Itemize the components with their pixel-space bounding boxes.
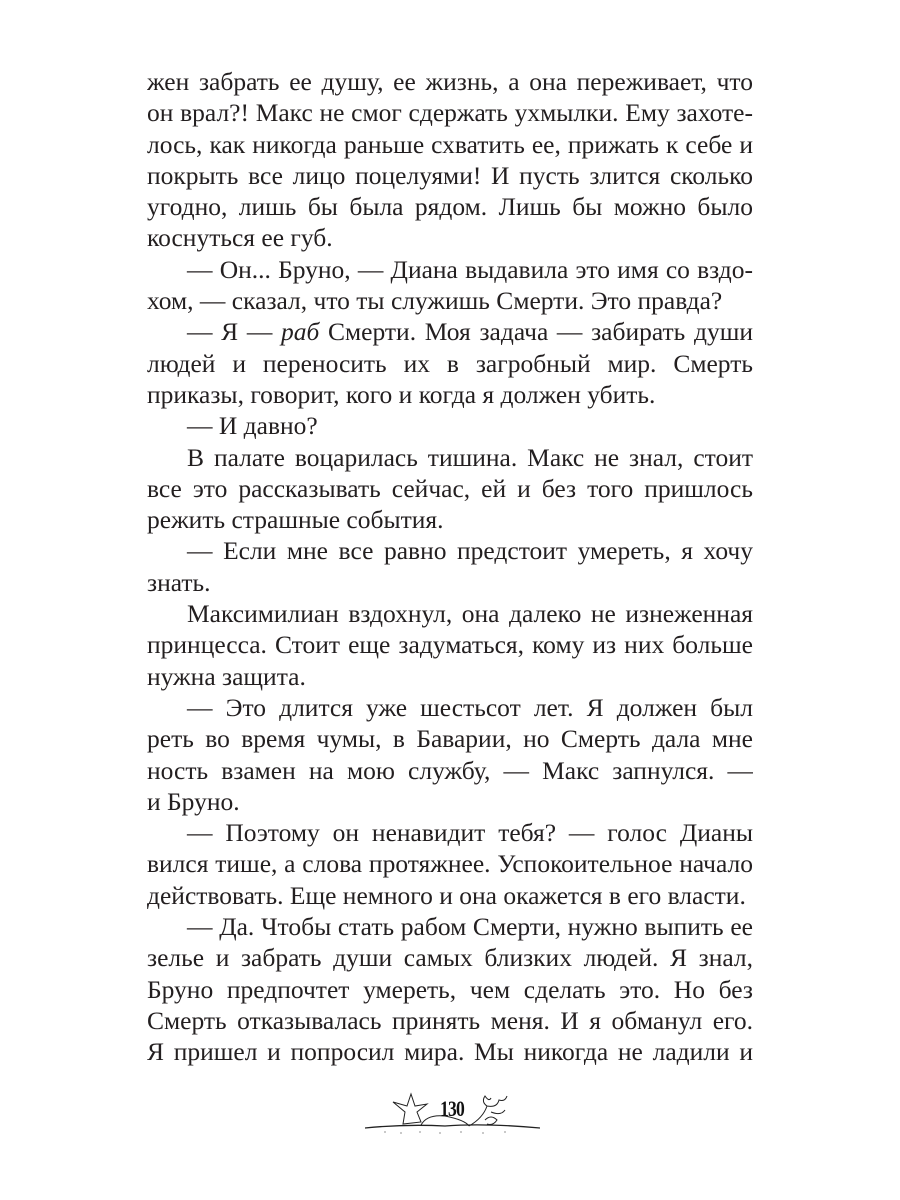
- text-line: угодно, лишь бы была рядом. Лишь бы можно было: [147, 192, 753, 222]
- text-line: лось, как никогда раньше схватить ее, прижать к себе и: [147, 129, 753, 159]
- text-line: и Бруно.: [147, 786, 240, 816]
- text-line: ность взамен на мою службу, — Макс запнулся. —: [147, 755, 753, 785]
- text-line: зелье и забрать души самых близких людей. Я знал,: [147, 943, 753, 973]
- text-line: нужна защита.: [147, 661, 306, 691]
- text-segment: Смерти. Моя задача — забирать души: [319, 317, 753, 347]
- text-line: — Если мне все равно предстоит умереть, я хочу: [187, 536, 753, 566]
- text-line: — Это длится уже шестьсот лет. Я должен был: [187, 692, 753, 722]
- text-line: покрыть все лицо поцелуями! И пусть злится сколько: [147, 160, 753, 190]
- text-line: реть во время чумы, в Баварии, но Смерть дала мне: [147, 724, 753, 754]
- text-line: знать.: [147, 567, 211, 597]
- text-line: людей и переносить их в загробный мир. Смерть: [147, 348, 753, 378]
- text-line: Смерть отказывалась принять меня. И я обманул его.: [147, 1005, 753, 1035]
- page-number: 130: [440, 1096, 464, 1121]
- body-text: [147, 66, 753, 1068]
- text-line: — Поэтому он ненавидит тебя? — голос Дианы: [187, 818, 753, 848]
- text-line: [147, 316, 753, 347]
- text-segment: — Я —: [187, 317, 282, 347]
- italic-emphasis: раб: [281, 317, 320, 347]
- text-line: режить страшные события.: [147, 505, 444, 535]
- text-line: — И давно?: [187, 411, 318, 441]
- text-line: вился тише, а слова протяжнее. Успокоительное начало: [147, 849, 753, 879]
- text-line: — Он... Бруно, — Диана выдавила это имя со вздо-: [187, 254, 753, 284]
- text-line: Я пришел и попросил мира. Мы никогда не ладили и: [147, 1037, 753, 1067]
- text-line: он врал?! Макс не смог сдержать ухмылки. Ему захоте-: [147, 98, 753, 128]
- text-line: жен забрать ее душу, ее жизнь, а она переживает, что: [147, 67, 753, 96]
- text-line: В палате воцарилась тишина. Макс не знал, стоит: [187, 442, 753, 472]
- text-line: приказы, говорит, кого и когда я должен убить.: [147, 379, 656, 409]
- text-line: — Да. Чтобы стать рабом Смерти, нужно выпить ее: [187, 912, 753, 942]
- text-line: Бруно предпочтет умереть, чем сделать это. Но без: [147, 974, 753, 1004]
- page-footer: [365, 1090, 540, 1140]
- text-line: коснуться ее губ.: [147, 223, 333, 253]
- text-line: действовать. Еще немного и она окажется в его власти.: [147, 880, 746, 910]
- text-line: принцесса. Стоит еще задуматься, кому из них больше: [147, 630, 753, 660]
- text-line: Максимилиан вздохнул, она далеко не изнеженная: [187, 599, 753, 629]
- text-line: все это рассказывать сейчас, ей и без того пришлось: [147, 473, 753, 503]
- text-line: хом, — сказал, что ты служишь Смерти. Это правда?: [147, 286, 723, 316]
